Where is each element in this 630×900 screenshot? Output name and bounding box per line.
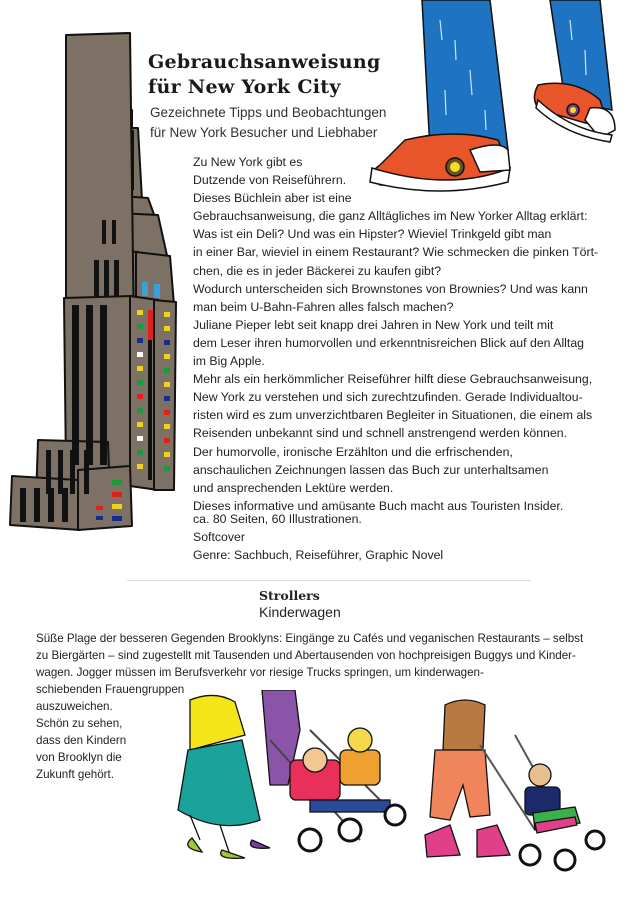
description-line: Dieses Büchlein aber ist eine — [193, 191, 352, 206]
book-title — [148, 50, 381, 100]
book-subtitle-line2: für New York Besucher und Liebhaber — [150, 125, 378, 140]
description-line: Zu New York gibt es — [193, 155, 303, 169]
description-line: in einer Bar, wieviel in einem Restaurant? Wie schmecken die pinken Tört- — [193, 245, 599, 260]
section-title: Strollers — [259, 588, 320, 603]
description-line: Dutzende von Reiseführern. — [193, 173, 347, 188]
spec-genre: Genre: Sachbuch, Reiseführer, Graphic Novel — [193, 548, 444, 562]
mothers-with-strollers-illustration — [160, 690, 420, 890]
strollers-line: Zukunft gehört. — [36, 768, 114, 781]
description-line: im Big Apple. — [193, 354, 265, 369]
strollers-line: wagen. Jogger müssen im Berufsverkehr vor riesige Trucks springen, um kinderwagen- — [36, 666, 484, 679]
strollers-line: von Brooklyn die — [36, 751, 122, 764]
description-line: dem Leser ihren humorvollen und erkenntnisreichen Blick auf den Alltag — [193, 335, 584, 350]
description-line: Der humorvolle, ironische Erzählton und die erfrischenden, — [193, 444, 513, 459]
book-title-line2: für New York City — [148, 76, 341, 98]
strollers-line: zu Biergärten – sind zugestellt mit Tausenden und Abertausenden von hochpreisigen Buggys und Kinder- — [36, 649, 576, 662]
book-specs — [193, 510, 443, 564]
spec-pages: ca. 80 Seiten, 60 Illustrationen. — [193, 512, 362, 526]
description-line: Mehr als ein herkömmlicher Reiseführer hilft diese Gebrauchsanweisung, — [193, 372, 593, 387]
book-subtitle-line1: Gezeichnete Tipps und Beobachtungen — [150, 105, 387, 120]
strollers-line: dass den Kindern — [36, 734, 127, 747]
strollers-line: Schön zu sehen, — [36, 717, 123, 730]
section-subtitle: Kinderwagen — [259, 604, 341, 620]
description-line: anschaulichen Zeichnungen lassen das Buch zur unterhaltsamen — [193, 462, 549, 477]
description-line: man beim U-Bahn-Fahren alles falsch machen? — [193, 299, 454, 314]
strollers-line: auszuweichen. — [36, 700, 113, 713]
description-line: chen, die es in jeder Bäckerei zu kaufen gibt? — [193, 263, 442, 278]
description-line: Wodurch unterscheiden sich Brownstones von Brownies? Und was kann — [193, 281, 588, 296]
woman-with-stroller-illustration — [415, 695, 625, 885]
book-subtitle — [150, 103, 386, 143]
strollers-line: Süße Plage der besseren Gegenden Brooklyns: Eingänge zu Cafés und veganischen Restaurants – selbst — [36, 632, 584, 645]
description-line: Reisenden unbekannt sind und schnell anstrengend werden können. — [193, 426, 567, 441]
book-description — [193, 153, 623, 515]
description-line: Was ist ein Deli? Und was ein Hipster? Wieviel Trinkgeld gibt man — [193, 227, 552, 242]
description-line: Gebrauchsanweisung, die ganz Alltägliches im New Yorker Alltag erklärt: — [193, 209, 588, 224]
description-line: und ansprechenden Lektüre werden. — [193, 480, 394, 495]
description-line: New York zu verstehen und sich zurechtzufinden. Gerade Individualtou- — [193, 390, 583, 405]
book-title-line1: Gebrauchsanweisung — [148, 51, 381, 73]
spec-format: Softcover — [193, 530, 245, 544]
description-line: risten wird es zum unverzichtbaren Begleiter in Situationen, die einem als — [193, 408, 593, 423]
strollers-line: schiebenden Frauengruppen — [36, 683, 185, 696]
description-line: Dieses informative und amüsante Buch macht aus Touristen Insider. — [193, 498, 564, 513]
section-divider — [127, 580, 531, 581]
description-line: Juliane Pieper lebt seit knapp drei Jahren in New York und teilt mit — [193, 317, 554, 332]
